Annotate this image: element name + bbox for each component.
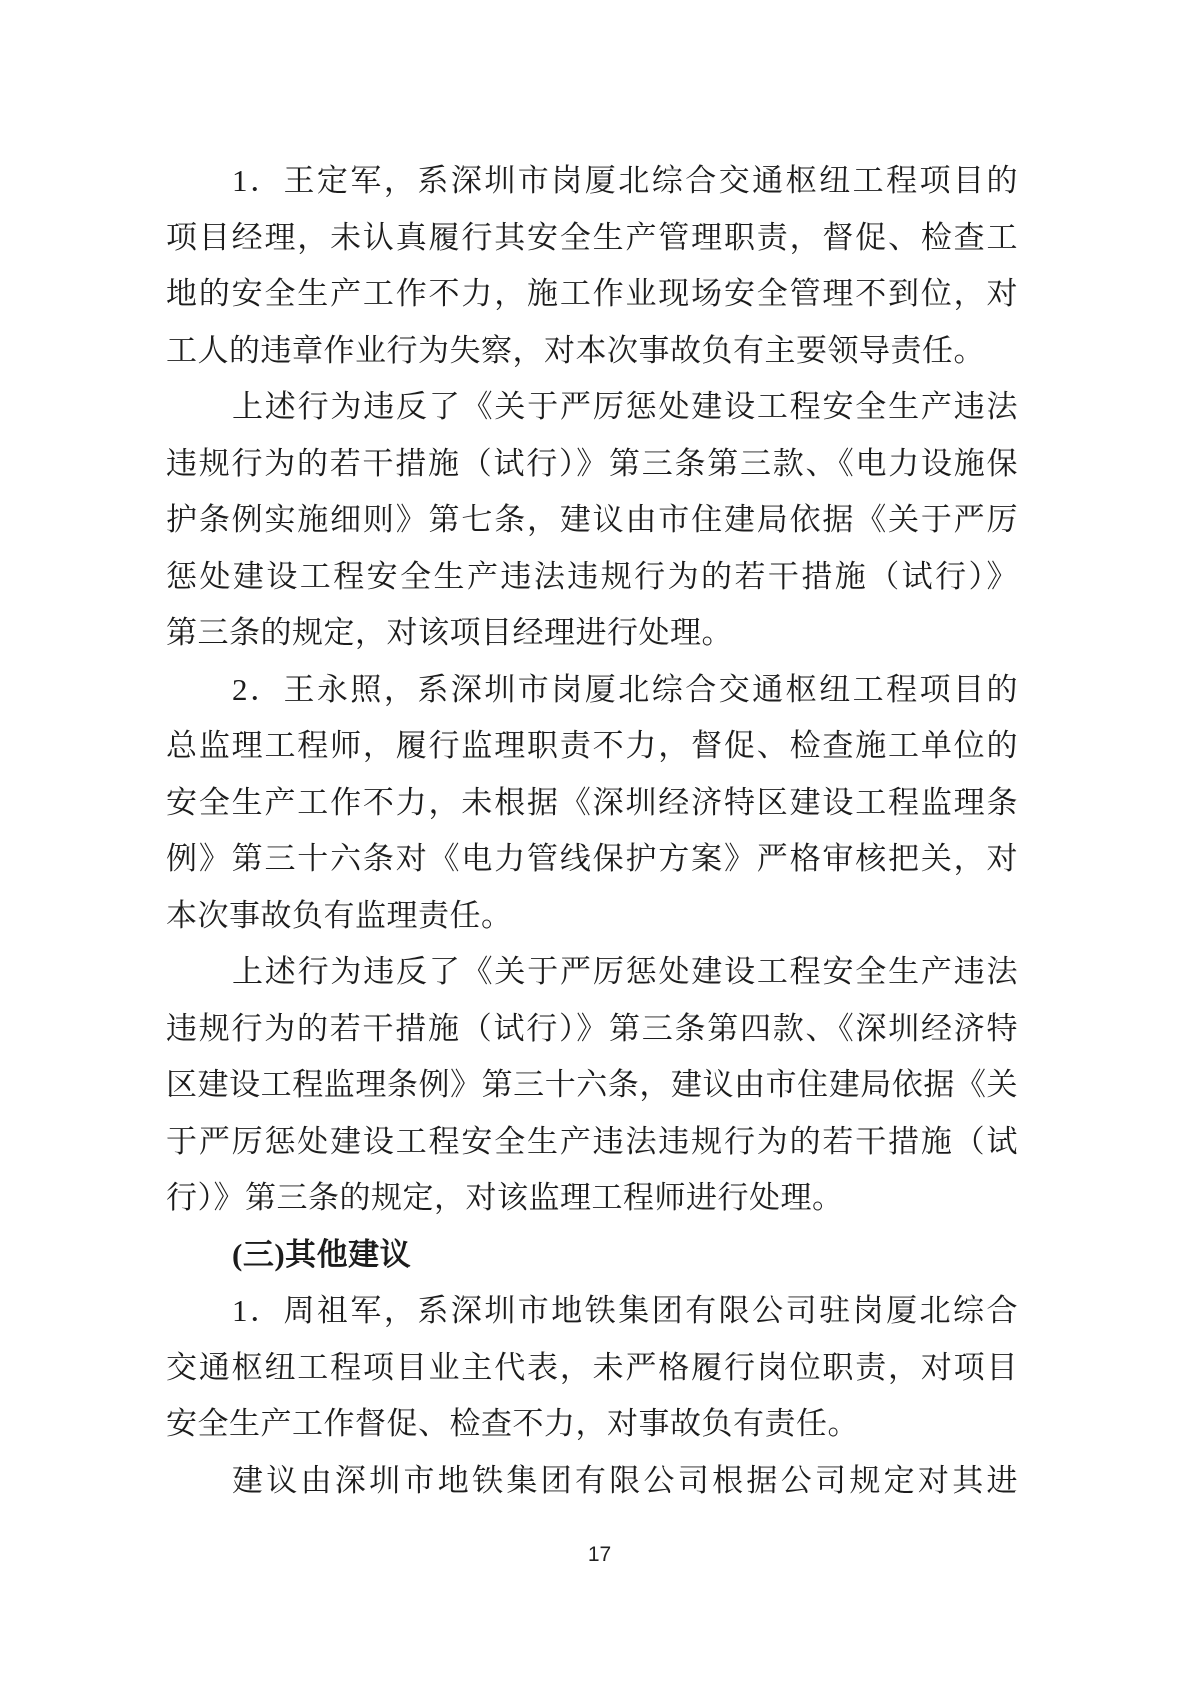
text-line: 护条例实施细则》第七条，建议由市住建局依据《关于严厉 <box>166 502 1018 537</box>
text-line: 本次事故负有监理责任。 <box>166 897 513 933</box>
text-line: 上述行为违反了《关于严厉惩处建设工程安全生产违法 <box>232 954 1018 989</box>
page-number: 17 <box>587 1543 612 1566</box>
text-line: 安全生产工作不力，未根据《深圳经济特区建设工程监理条 <box>166 784 1018 820</box>
text-line: 安全生产工作督促、检查不力，对事故负有责任。 <box>166 1406 859 1441</box>
text-line: 项目经理，未认真履行其安全生产管理职责，督促、检查工 <box>166 219 1018 255</box>
text-line: 于严厉惩处建设工程安全生产违法违规行为的若干措施（试 <box>166 1123 1018 1159</box>
text-line: 工人的违章作业行为失察，对本次事故负有主要领导责任。 <box>166 332 985 368</box>
text-line: 第三条的规定，对该项目经理进行处理。 <box>166 615 733 650</box>
text-line: 违规行为的若干措施（试行）》第三条第三款、《电力设施保 <box>166 445 1018 481</box>
text-line: 例》第三十六条对《电力管线保护方案》严格审核把关，对 <box>166 841 1018 876</box>
text-line: 违规行为的若干措施（试行）》第三条第四款、《深圳经济特 <box>166 1010 1018 1046</box>
document-body <box>166 153 1018 1509</box>
section-heading: (三)其他建议 <box>232 1236 412 1272</box>
text-line: 上述行为违反了《关于严厉惩处建设工程安全生产违法 <box>232 389 1018 424</box>
text-line: 行）》第三条的规定，对该监理工程师进行处理。 <box>166 1180 844 1215</box>
text-line: 区建设工程监理条例》第三十六条，建议由市住建局依据《关 <box>166 1067 1018 1102</box>
text-line: 地的安全生产工作不力，施工作业现场安全管理不到位，对 <box>166 276 1018 311</box>
text-line: 建议由深圳市地铁集团有限公司根据公司规定对其进 <box>232 1462 1018 1498</box>
text-line: 总监理工程师，履行监理职责不力，督促、检查施工单位的 <box>166 728 1018 763</box>
text-line: 交通枢纽工程项目业主代表，未严格履行岗位职责，对项目 <box>166 1349 1018 1385</box>
text-line: 1．周祖军，系深圳市地铁集团有限公司驻岗厦北综合 <box>232 1293 1018 1328</box>
text-line: 1．王定军，系深圳市岗厦北综合交通枢纽工程项目的 <box>232 163 1018 198</box>
text-line: 2．王永照，系深圳市岗厦北综合交通枢纽工程项目的 <box>232 671 1018 707</box>
text-line: 惩处建设工程安全生产违法违规行为的若干措施（试行）》 <box>166 558 1018 594</box>
